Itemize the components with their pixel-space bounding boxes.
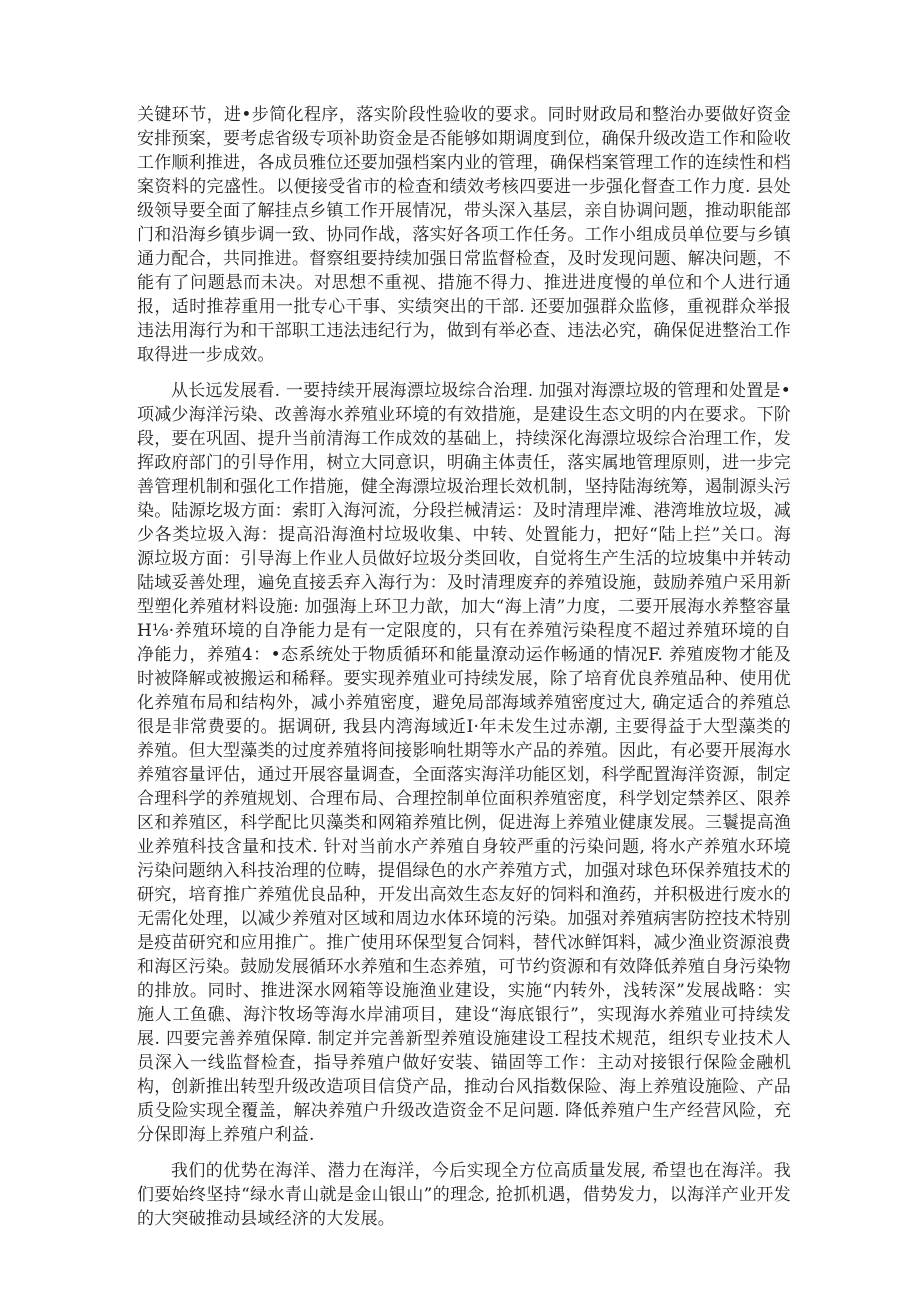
paragraph-1: 关键环节，进•步简化程序，落实阶段性验收的要求。同时财政局和整治办要做好资金安排预案，要考虑省级专项补助资金是否能够如期调度到位，确保升级改造工作和险收工作顺利推进，各成员雅位还要加强档案内业的管理，确保档案管理工作的连续性和档案资料的完盛性。以便接受省市的检查和绩效考核四要进一步强化督查工作力度. 县处级领导要全面了解挂点乡镇工作开展情况，带头深入基层，亲自协调问题，推动职能部门和沿海乡镇步调一致、协同作战，落实好各项工作任务。工作小组成员单位要与乡镇通力配合，共同推进。督察组要持续加强日常监督检查，及时发现问题、解决问题，不能有了问题悬而未决。对思想不重视、措施不得力、推进进度慢的单位和个人进行通报，适时推荐重用一批专心干事、实绩突出的干部. 还要加强群众监修，重视群众举报违法用海行为和干部职工违法违纪行为，做到有举必查、违法必究，确保促进整治工作取得进一步成效。 [137, 105, 791, 365]
document-page [137, 103, 791, 1231]
paragraph-2: 从长远发展看. 一要持续开展海漂垃圾综合治理. 加强对海漂垃圾的管理和处置是•项减少海洋污染、改善海水养殖业环境的有效措施，是建设生态文明的内在要求。下阶段，要在巩固、提升当前清海工作成效的基础上，持续深化海漂垃圾综合治理工作，发挥政府部门的引导作用，树立大同意识，明确主体责任，落实属地管理原则，进一步完善管理机制和强化工作措施，健全海漂垃圾治理长效机制，坚持陆海统筹，遏制源头污染。陆源圪圾方面：索盯入海河流，分段拦械清运：及时清理岸滩、港湾堆放垃圾，减少各类垃圾入海：提高沿海渔村垃圾收集、中转、处置能力，把好“陆上拦”关口。海源垃圾方面：引导海上作业人员做好垃圾分类回收，自觉将生产生活的垃坡集中并转动陆域妥善处理，遍免直接丢弃入海行为：及时清理废弃的养殖设施，鼓励养殖户采用新型塑化养殖材料设施: 加强海上环卫力歆，加大“海上清”力度，二要开展海水养整容量H⅛·养殖环境的自净能力是有一定限度的，只有在养殖污染程度不超过养殖环境的自净能力，养殖4：•态系统处于物质循环和能量潦动运作畅通的情况F. 养殖废物才能及时被降解或被搬运和稀释。要实现养殖业可持续发展，除了培育优良养殖品种、使用优化养殖布局和结构外，减小养殖密度，避免局部海域养殖密度过大, 确定适合的养殖总很是非常费要的。据调研, 我县内湾海域近I·年未发生过赤潮, 主要得益于大型藻类的养殖。但大型藻类的过度养殖将间接影响牡期等水产品的养殖。因此，有必要开展海水养殖容量评估，通过开展容量调查，全面落实海洋功能区划，科学配置海洋资源，制定合理科学的养殖规划、合理布局、合理控制单位面积养殖密度，科学划定禁养区、限养区和养殖区，科学配比贝藻类和网箱养殖比例，促进海上养殖业健康发展。三鬟提高渔业养殖科技含量和技术. 针对当前水产养殖自身较严重的污染问题, 将水产养殖水环境污染问题纳入科技治理的位畴，提倡绿色的水产养殖方式，加强对球色环保养殖技术的研究，培育推广养殖优良品种，开发出高效生态友好的饲料和渔药，并积极进行废水的无需化处理，以减少养殖对区域和周边水体环境的污染。加强对养殖病害防控技术特别是疫苗研究和应用推广。推广使用环保型复合饲料，替代冰鲜饵料，减少渔业资源浪费和海区污染。鼓励发展循环水养殖和生态养殖，可节约资源和有效降低养殖自身污染物的排放。同时、推进深水网箱等设施渔业建设，实施“内转外，浅转深”发展战略：实施人工鱼礁、海汴牧场等海水岸浦项目，建设“海底银行”，实现海水养殖业可持续发展. 四要完善养殖保障. 制定并完善新型养殖设施建设工程技术规范，组织专业技术人员深入一线监督检査，指导养殖户做好安装、锚固等工作：主动对接银行保险金融机构，创新推出转型升级改造项目信贷产品，推动台风指数保险、海上养殖设施险、产品质殳险实现全覆盖，解决养殖户升级改造资金不足问题. 降低养殖户生产经营风险，充分保即海上养殖户利益. [137, 381, 791, 1145]
paragraph-3: 我们的优势在海洋、潜力在海洋，今后实现全方位高质量发展, 希望也在海洋。我们要始终坚持“绿水青山就是金山银山”的理念, 抢抓机遇，借势发力，以海洋产业开发的大突破推动县域经济的大发展。 [137, 1161, 791, 1229]
